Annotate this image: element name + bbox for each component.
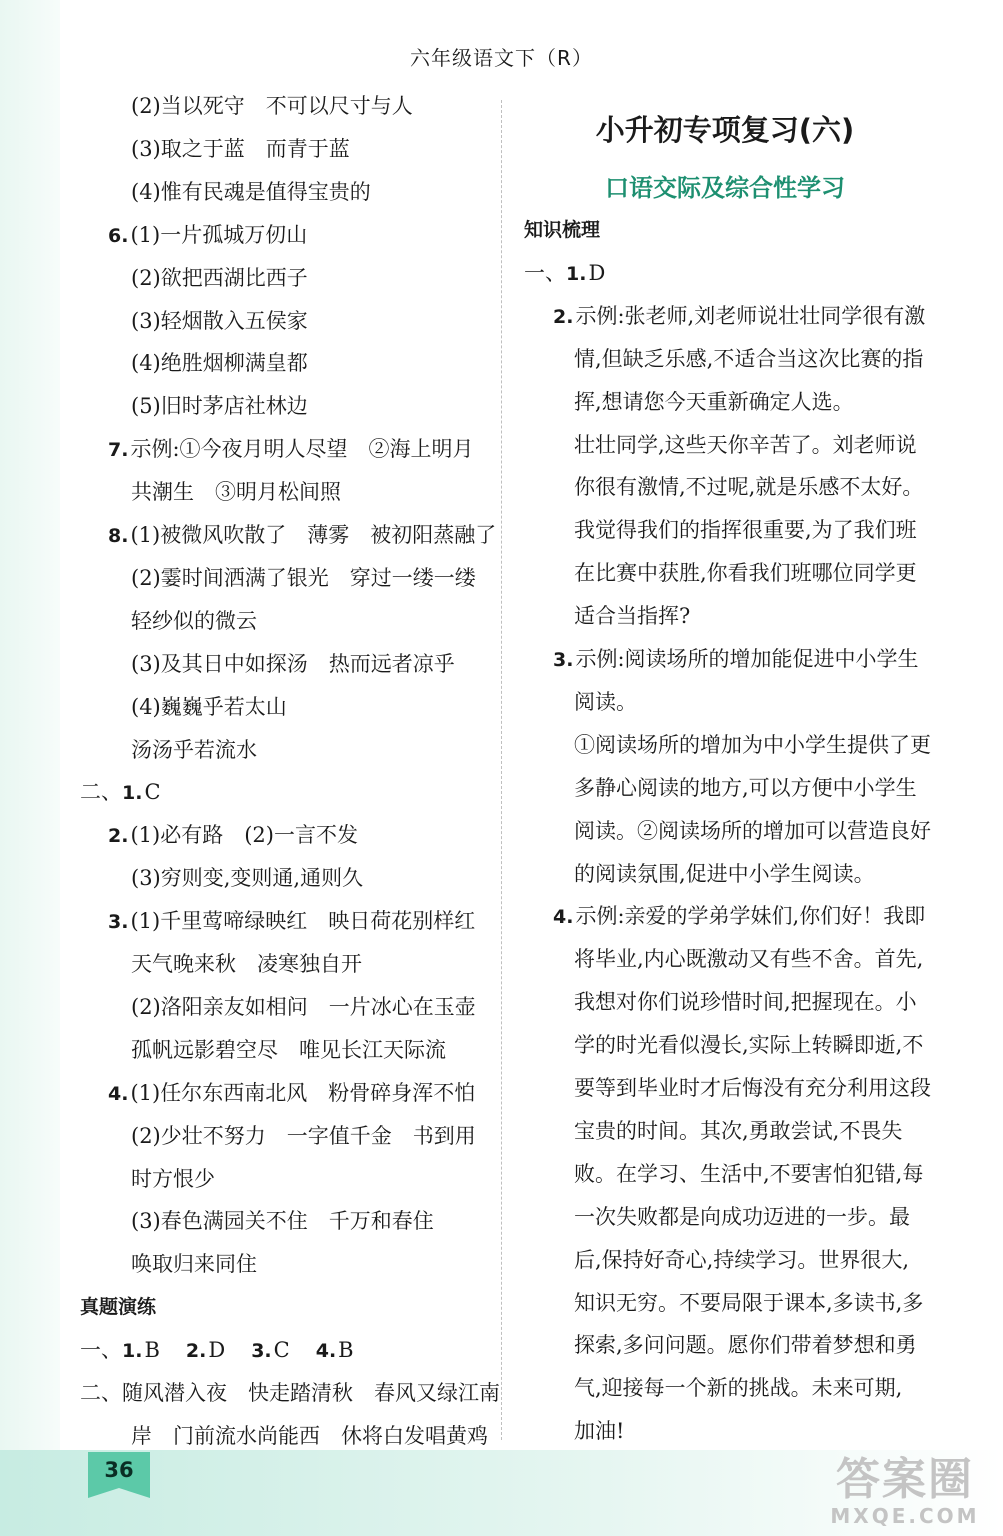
answer-number: 1. xyxy=(122,782,143,805)
answer-line xyxy=(131,307,308,335)
answer-text: 示例:张老师,刘老师说壮壮同学很有激 xyxy=(575,303,926,328)
answer-prefix: 二、 xyxy=(80,1381,122,1405)
answer-line xyxy=(574,345,923,373)
answer-line xyxy=(574,1331,917,1359)
answer-text: 后,保持好奇心,持续学习。世界很大, xyxy=(574,1247,910,1272)
answer-number: 3. xyxy=(251,1340,272,1363)
answer-line xyxy=(108,435,474,464)
answer-text: (3)春色满园关不住 千万和春住 xyxy=(131,1209,434,1234)
page-header: 六年级语文下（R） xyxy=(410,46,593,70)
answer-text: 天气晚来秋 凌寒独自开 xyxy=(131,952,362,976)
answer-text: (1)千里莺啼绿映红 映日荷花别样红 xyxy=(130,909,476,934)
section-title: 小升初专项复习(六) xyxy=(595,113,855,147)
answer-line xyxy=(131,1250,257,1278)
answer-line xyxy=(574,1074,931,1102)
answer-line xyxy=(574,817,931,845)
answer-text: (4)巍巍乎若太山 xyxy=(131,694,287,719)
answer-line xyxy=(131,1422,488,1450)
answer-text: 汤汤乎若流水 xyxy=(131,737,257,762)
answer-number: 8. xyxy=(108,525,129,547)
answer-line xyxy=(574,431,917,459)
answer-line xyxy=(524,259,605,288)
page-number-badge: 36 xyxy=(88,1452,150,1488)
column-divider xyxy=(501,100,502,1440)
answer-text: (3)取之于蓝 而青于蓝 xyxy=(131,136,350,161)
answer-line xyxy=(574,388,854,416)
watermark-logo-text: 答案圈 xyxy=(836,1454,974,1505)
answer-text: 示例:阅读场所的增加能促进中小学生 xyxy=(575,647,919,671)
answer-text: 唤取归来同住 xyxy=(131,1252,257,1277)
answer-text: 适合当指挥? xyxy=(574,604,691,629)
answer-text: (2)当以死守 不可以尺寸与人 xyxy=(131,94,413,118)
answer-line xyxy=(131,1165,215,1193)
answer-text: (1)必有路 (2)一言不发 xyxy=(130,823,358,848)
answer-line xyxy=(131,264,308,292)
answer-text: 气,迎接每一个新的挑战。未来可期, xyxy=(574,1376,903,1401)
answer-line xyxy=(574,731,931,759)
left-margin-band xyxy=(0,0,60,1536)
answer-line xyxy=(574,1289,923,1317)
answer-line xyxy=(108,221,307,250)
answer-text: 学的时光看似漫长,实际上转瞬即逝,不 xyxy=(574,1033,924,1058)
answer-number: 2. xyxy=(553,305,574,328)
answer-text: 宝贵的时间。其次,勇敢尝试,不畏失 xyxy=(574,1118,903,1143)
answer-line xyxy=(131,950,362,978)
answer-text: 你很有激情,不过呢,就是乐感不太好。 xyxy=(574,475,924,500)
answer-line xyxy=(80,1379,500,1407)
answer-text: (4)惟有民魂是值得宝贵的 xyxy=(131,179,371,204)
answer-text: 将毕业,内心既激动又有些不舍。首先, xyxy=(574,947,924,972)
answer-line xyxy=(80,1336,380,1365)
answer-text: (2)欲把西湖比西子 xyxy=(131,265,308,290)
answer-line xyxy=(131,92,413,120)
answer-text: 知识无穷。不要局限于课本,多读书,多 xyxy=(574,1290,924,1315)
watermark-logo xyxy=(815,1456,995,1532)
answer-line xyxy=(108,521,496,550)
answer-line xyxy=(574,774,917,802)
answer-text: 在比赛中获胜,你看我们班哪位同学更 xyxy=(574,561,917,586)
answer-text: B xyxy=(144,1338,160,1363)
answer-text: 我觉得我们的指挥很重要,为了我们班 xyxy=(574,518,917,543)
answer-line xyxy=(574,1246,909,1274)
answer-line xyxy=(574,602,690,630)
answer-line xyxy=(574,559,917,587)
answer-text: 示例:亲爱的学弟学妹们,你们好！我即 xyxy=(575,904,926,929)
answer-line xyxy=(131,864,363,892)
answer-line xyxy=(574,1417,624,1445)
answer-text: 探索,多问问题。愿你们带着梦想和勇 xyxy=(574,1333,917,1358)
answer-text: (4)绝胜烟柳满皇都 xyxy=(131,351,308,376)
answer-text: (2)少壮不努力 一字值千金 书到用 xyxy=(131,1123,476,1148)
answer-line xyxy=(131,135,350,163)
answer-line xyxy=(574,1203,910,1231)
answer-text: D xyxy=(208,1338,226,1363)
answer-text: 壮壮同学,这些天你辛苦了。刘老师说 xyxy=(574,432,917,457)
section-subtitle: 口语交际及综合性学习 xyxy=(605,173,845,202)
answer-text: (2)霎时间洒满了银光 穿过一缕一缕 xyxy=(131,565,476,590)
answer-line xyxy=(131,178,371,206)
answer-line xyxy=(131,349,308,377)
answer-number: 2. xyxy=(108,825,129,848)
answer-text: D xyxy=(588,260,606,285)
answer-line xyxy=(108,821,358,850)
answer-line xyxy=(131,607,257,635)
answer-line xyxy=(574,516,917,544)
answer-line xyxy=(574,860,875,888)
answer-number: 3. xyxy=(108,911,129,934)
answer-line xyxy=(131,1036,446,1064)
answer-text: 的阅读氛围,促进中小学生阅读。 xyxy=(574,861,875,886)
answer-line xyxy=(553,902,925,931)
answer-text: 我想对你们说珍惜时间,把握现在。小 xyxy=(574,990,917,1015)
answer-line xyxy=(574,1160,923,1188)
answer-number: 4. xyxy=(108,1082,129,1105)
answer-text: (3)穷则变,变则通,通则久 xyxy=(131,866,364,891)
answer-line xyxy=(574,988,917,1016)
answer-text: 多静心阅读的地方,可以方便中小学生 xyxy=(574,775,917,800)
answer-text: 随风潜入夜 快走踏清秋 春风又绿江南 xyxy=(122,1381,500,1405)
answer-line xyxy=(108,1079,475,1108)
answer-line xyxy=(131,392,308,420)
answer-text: 阅读。②阅读场所的增加可以营造良好 xyxy=(574,818,931,843)
answer-number: 2. xyxy=(185,1340,207,1363)
answer-text: 共潮生 ③明月松间照 xyxy=(131,480,341,505)
answer-line xyxy=(131,993,476,1021)
answer-number: 6. xyxy=(108,224,129,247)
watermark-url: MXQE.COM xyxy=(830,1504,980,1528)
answer-line xyxy=(574,1031,923,1059)
answer-line xyxy=(108,907,475,936)
answer-number: 1. xyxy=(566,262,587,285)
answer-text: 败。在学习、生活中,不要害怕犯错,每 xyxy=(574,1161,924,1186)
answer-line xyxy=(574,1374,902,1402)
answer-text: C xyxy=(273,1338,290,1363)
answer-line xyxy=(131,736,257,764)
answer-text: 孤帆远影碧空尽 唯见长江天际流 xyxy=(131,1037,446,1062)
answer-text: 挥,想请您今天重新确定人选。 xyxy=(574,389,854,414)
answer-text: (2)洛阳亲友如相问 一片冰心在玉壶 xyxy=(131,994,476,1019)
answer-text: 岸 门前流水尚能西 休将白发唱黄鸡 xyxy=(131,1423,488,1448)
answer-text: (3)轻烟散入五侯家 xyxy=(131,308,308,333)
answer-prefix: 一、 xyxy=(80,1338,122,1363)
answer-text: (1)一片孤城万仞山 xyxy=(130,222,308,247)
section-heading: 真题演练 xyxy=(80,1296,157,1319)
answer-text: 加油! xyxy=(574,1419,625,1444)
answer-number: 1. xyxy=(122,1340,143,1363)
answer-text: ①阅读场所的增加为中小学生提供了更 xyxy=(574,732,931,757)
answer-text: 示例:①今夜月明人尽望 ②海上明月 xyxy=(130,437,474,462)
answer-line xyxy=(553,302,925,331)
answer-number: 3. xyxy=(553,649,574,671)
answer-prefix: 二、 xyxy=(80,780,122,805)
answer-text: 轻纱似的微云 xyxy=(131,608,257,633)
answer-text: 时方恨少 xyxy=(131,1166,215,1191)
answer-number: 7. xyxy=(108,439,129,462)
answer-line xyxy=(574,688,637,716)
answer-text: (5)旧时茅店社林边 xyxy=(131,394,308,419)
answer-line xyxy=(574,945,923,973)
section-heading: 知识梳理 xyxy=(524,219,601,241)
answer-text: 要等到毕业时才后悔没有充分利用这段 xyxy=(574,1076,931,1100)
answer-text: (3)及其日中如探汤 热而远者凉乎 xyxy=(131,651,455,676)
answer-line xyxy=(131,1207,434,1235)
answer-line xyxy=(131,564,476,592)
answer-number: 4. xyxy=(553,906,574,929)
answer-prefix: 一、 xyxy=(524,260,566,285)
answer-line xyxy=(574,473,923,501)
answer-line xyxy=(553,645,919,674)
answer-text: 情,但缺乏乐感,不适合当这次比赛的指 xyxy=(574,346,924,371)
answer-text: C xyxy=(144,780,161,805)
answer-text: (1)被微风吹散了 薄雾 被初阳蒸融了 xyxy=(130,523,497,547)
answer-line xyxy=(131,650,455,678)
answer-text: (1)任尔东西南北风 粉骨碎身浑不怕 xyxy=(130,1080,476,1105)
answer-number: 4. xyxy=(315,1340,337,1363)
answer-text: B xyxy=(338,1338,354,1363)
answer-text: 一次失败都是向成功迈进的一步。最 xyxy=(574,1204,910,1229)
answer-line xyxy=(131,693,287,721)
answer-line xyxy=(574,1117,902,1145)
answer-line xyxy=(131,478,341,506)
answer-line xyxy=(80,778,161,807)
answer-line xyxy=(131,1122,476,1150)
answer-text: 阅读。 xyxy=(574,689,637,714)
